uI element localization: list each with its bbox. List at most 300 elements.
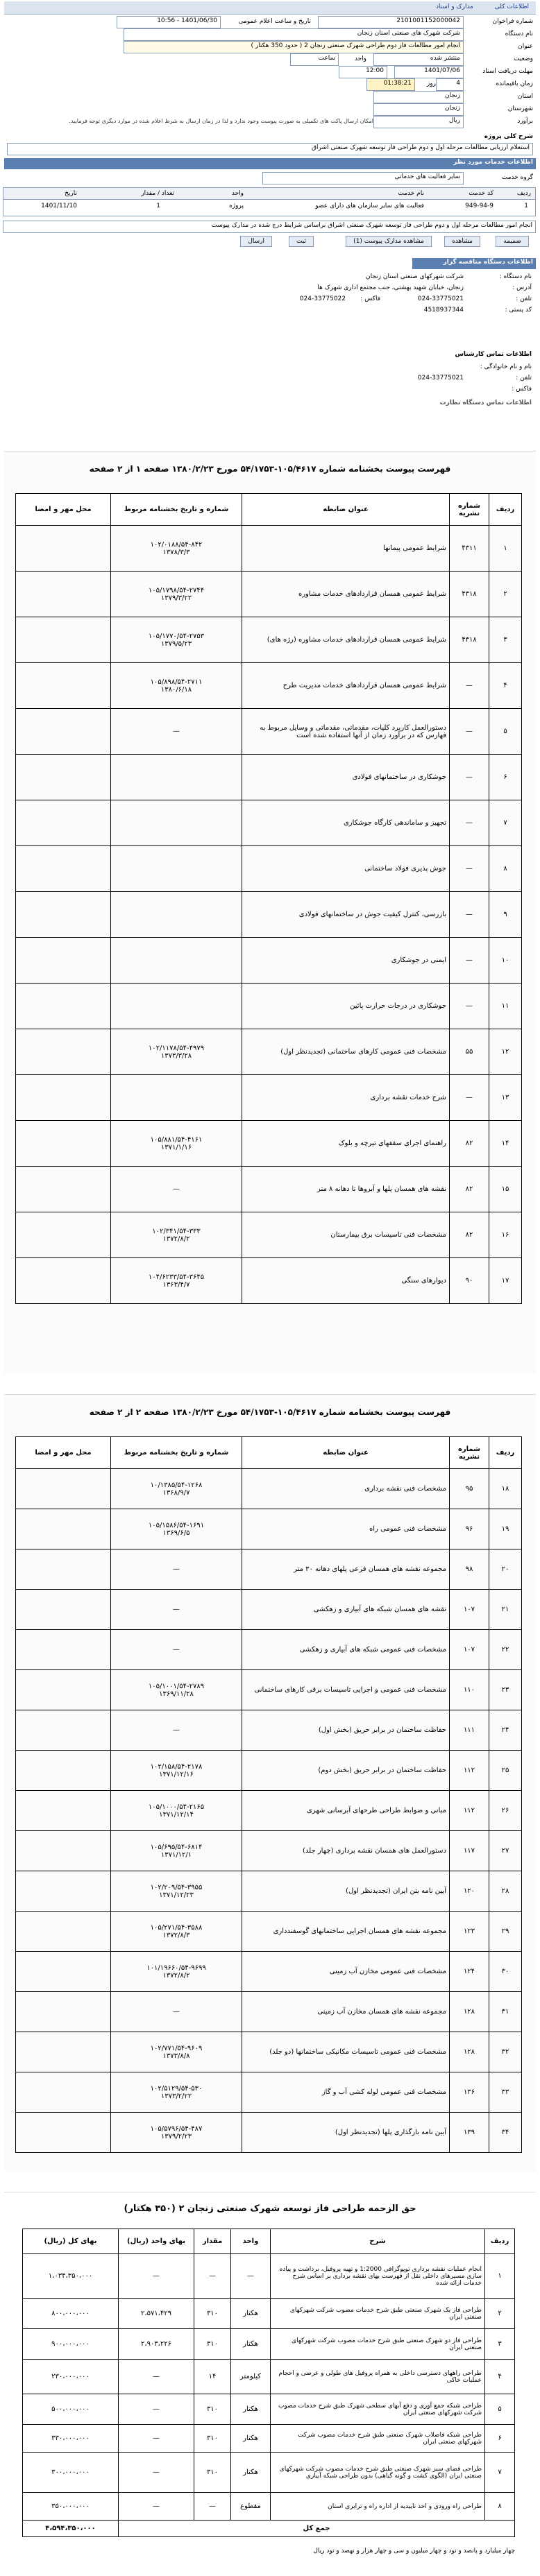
table1-cell: ۴۳۱۱ <box>450 526 489 572</box>
table1-signature-cell <box>16 1121 111 1167</box>
table2-row <box>16 1871 522 1912</box>
buyer-tel-label: تلفن : <box>516 295 532 302</box>
table2-cell: مجموعه نقشه های همسان مخازن آب زمینی <box>242 1992 450 2032</box>
group-field[interactable]: سایر فعالیت های خدماتی <box>262 172 464 184</box>
table2-cell: ۱۰۵/۱۰۰۰/۵۴-۲۱۶۵ ۱۳۷۱/۱۲/۱۴ <box>111 1791 242 1831</box>
table2-cell: ۱۰۵/۶۹۵/۵۴-۶۸۱۴ ۱۳۷۱/۱۲/۱ <box>111 1831 242 1871</box>
table3-header: بهای کل (ریال) <box>23 2229 119 2254</box>
table1-cell: ایمنی در جوشکاری <box>242 938 450 984</box>
table3-row <box>23 2394 515 2425</box>
contact-header: اطلاعات تماس کارشناس <box>455 351 532 358</box>
table2-row <box>16 2113 522 2153</box>
table2-cell: مشخصات فنی عمومی و اجرایی تاسیسات برقی کارهای ساختمانی <box>242 1670 450 1710</box>
table2-row <box>16 1912 522 1952</box>
table2-header: عنوان ضابطه <box>242 1437 450 1469</box>
attach-button[interactable]: ضمیمه <box>496 236 529 247</box>
table2-signature-cell <box>16 1831 111 1871</box>
table2-cell: ۹۵ <box>450 1469 489 1509</box>
days-label: روز <box>426 80 436 87</box>
table1-cell: دستورالعمل کاربرد کلیات، مقدماتی، مقدماتی و وسایل مربوط به فهارس که در برآورد زمان از آنها استفاده شده است <box>242 709 450 755</box>
table2-row <box>16 1952 522 1992</box>
table1-row <box>16 572 522 617</box>
table1-row <box>16 617 522 663</box>
table1-cell: جوشکاری در ساختمانهای فولادی <box>242 755 450 800</box>
table1-row <box>16 800 522 846</box>
table2-cell: ۱۰۵/۱۵۸۶/۵۴-۱۶۹۱ ۱۳۶۹/۶/۵ <box>111 1509 242 1549</box>
table1-cell: — <box>450 663 489 709</box>
table3-header: مقدار <box>194 2229 231 2254</box>
table2-cell: ۱۰۱/۱۹۶۶۰/۵۴-۹۶۹۹ ۱۳۷۲/۸/۲ <box>111 1952 242 1992</box>
table3-cell: ۳۰۰،۰۰۰،۰۰۰ <box>23 2453 119 2493</box>
table1-cell: ۹۰ <box>450 1258 489 1304</box>
table2-cell: ۱۹ <box>489 1509 522 1549</box>
table3-cell: ۲ <box>485 2299 515 2329</box>
form-panel <box>0 0 540 347</box>
table2-row <box>16 1791 522 1831</box>
table2-cell: ۲۳ <box>489 1670 522 1710</box>
table1-header: عنوان ضابطه <box>242 494 450 526</box>
table2-signature-cell <box>16 1952 111 1992</box>
table2-signature-cell <box>16 1509 111 1549</box>
table1-row <box>16 663 522 709</box>
table2-cell: مشخصات فنی عمومی لوله کشی آب و گاز <box>242 2072 450 2113</box>
grid-header: کد خدمت <box>469 190 493 197</box>
table2-cell: ۱۳۶ <box>450 2072 489 2113</box>
table1-cell: ۸۲ <box>450 1212 489 1258</box>
table2-row <box>16 1549 522 1590</box>
contact-tel: 024-33775021 <box>417 375 464 381</box>
table3-header: ردیف <box>485 2229 515 2254</box>
table1-signature-cell <box>16 892 111 938</box>
remain-days: 4 <box>436 78 464 91</box>
table1-cell: ۱۰۵/۱۷۷۰/۵۴-۲۷۵۳ ۱۳۷۹/۵/۲۳ <box>111 617 242 663</box>
table2-signature-cell <box>16 1791 111 1831</box>
buyer-header: اطلاعات تماس دستگاه نظارت <box>439 400 532 406</box>
table1-cell: ۱ <box>489 526 522 572</box>
table1-cell: — <box>450 846 489 892</box>
table1-signature-cell <box>16 1029 111 1075</box>
table2-row <box>16 1710 522 1751</box>
table2-cell: ۱۰۲/۵۱۲۹/۵۴-۵۳۰ ۱۳۷۳/۲/۲۲ <box>111 2072 242 2113</box>
entity-field[interactable]: شرکت شهرک های صنعتی استان زنجان <box>124 28 464 41</box>
table1-signature-cell <box>16 800 111 846</box>
table3-cell: ۵ <box>485 2394 515 2425</box>
grid-cell: فعالیت های سایر سازمان های دارای عضو <box>315 203 424 209</box>
table1-cell: ۱۰۲/۳۴۱/۵۴-۳۳۳ ۱۳۷۲/۸/۲ <box>111 1212 242 1258</box>
table2-cell: مجموعه نقشه های همسان فرعی پلهای دهانه ۳۰ متر <box>242 1549 450 1590</box>
table2-row <box>16 1509 522 1549</box>
table2-cell: آیین نامه بارگذاری پلها (تجدیدنظر اول) <box>242 2113 450 2153</box>
table1-cell: ۱۰۲/۱۱۷۸/۵۴-۴۹۷۹ ۱۳۷۳/۳/۲۸ <box>111 1029 242 1075</box>
contact-fax-label: فاکس : <box>512 386 532 393</box>
table1-cell: ۷ <box>489 800 522 846</box>
deadline-label: مهلت دریافت اسناد <box>482 68 533 75</box>
table1-signature-cell <box>16 984 111 1029</box>
province-field: زنجان <box>373 91 464 103</box>
buyer-addr-label: آدرس : <box>512 284 532 291</box>
table2-cell: — <box>111 1992 242 2032</box>
table2-header: شماره نشریه <box>450 1437 489 1469</box>
unit-label: واحد <box>354 55 366 62</box>
table3-cell: ۳۱۰ <box>194 2329 231 2360</box>
remain-time: 01:38:21 <box>366 78 415 91</box>
table2-row <box>16 1590 522 1630</box>
table3-header: بهای واحد (ریال) <box>119 2229 194 2254</box>
table3-cell: هکتار <box>231 2329 271 2360</box>
table2-signature-cell <box>16 1630 111 1670</box>
table2-cell: ۱۲۰ <box>450 1871 489 1912</box>
table1-cell: شرح خدمات نقشه برداری <box>242 1075 450 1121</box>
table3 <box>22 2229 515 2537</box>
table1-signature-cell <box>16 1167 111 1212</box>
table3-row <box>23 2360 515 2394</box>
table1-cell: ۱۰۵/۸۸۱/۵۴-۴۱۶۱ ۱۳۷۱/۱/۱۶ <box>111 1121 242 1167</box>
table2-row <box>16 2032 522 2072</box>
table1-cell: ۱۲ <box>489 1029 522 1075</box>
table3-cell: ۸ <box>485 2493 515 2521</box>
estimate-field: ریال <box>373 116 464 128</box>
table2-row <box>16 1992 522 2032</box>
table2-cell: ۱۱۷ <box>450 1831 489 1871</box>
status-label: وضعیت <box>514 55 533 62</box>
table3-cell: طراحی راههای دسترسی داخلی به همراه پروفیل های طولی و عرضی و احجام عملیات خاکی <box>271 2360 485 2394</box>
group-label: گروه خدمت <box>501 174 533 181</box>
grid-header: تاریخ <box>65 190 77 197</box>
table2-row <box>16 1630 522 1670</box>
table2-cell: ۳۱ <box>489 1992 522 2032</box>
table1-cell: ۴ <box>489 663 522 709</box>
date-field[interactable]: 1401/06/30 - 10:56 <box>117 16 221 28</box>
table3-title: حق الزحمه طراحی فاز توسعه شهرک صنعتی زنجان ۲ (۳۵۰ هکتار) <box>124 2204 416 2214</box>
grid-cell: 949-94-9 <box>465 203 493 209</box>
table3-row <box>23 2493 515 2521</box>
desc-label: شرح کلی پروژه <box>484 133 533 140</box>
table1-cell: راهنمای اجرای سقفهای تیرچه و بلوک <box>242 1121 450 1167</box>
table3-row <box>23 2254 515 2299</box>
table3-cell: طراحی راه ورودی و اخذ تاییدیه از اداره راه و ترابری استان <box>271 2493 485 2521</box>
send-button[interactable]: ارسال <box>240 236 272 247</box>
status-field: منتشر شده <box>373 53 464 66</box>
table1-signature-cell <box>16 617 111 663</box>
table1-cell <box>111 938 242 984</box>
table3-cell: ۹۰۰،۰۰۰،۰۰۰ <box>23 2329 119 2360</box>
table2 <box>15 1436 522 2153</box>
date-label: تاریخ و ساعت اعلام عمومی <box>238 18 311 25</box>
table3-row <box>23 2425 515 2453</box>
note-line: انجام امور مطالعات مرحله اول و دوم طراحی فاز توسعه شهرک صنعتی اشراق براساس شرایط درج شده در مدارک پیوست <box>3 221 536 233</box>
table1-cell: ۱۴ <box>489 1121 522 1167</box>
table2-cell: ۲۵ <box>489 1751 522 1791</box>
table1-row <box>16 709 522 755</box>
table2-cell: ۱۲۸ <box>450 1992 489 2032</box>
table1-signature-cell <box>16 755 111 800</box>
view-docs-button[interactable]: مشاهده مدارک پیوست (1) <box>346 236 432 247</box>
table1-cell <box>111 800 242 846</box>
table1-cell: — <box>450 938 489 984</box>
table1-row <box>16 892 522 938</box>
remain-label: زمان باقیمانده <box>496 80 533 87</box>
table2-cell: ۱۲۸ <box>450 2032 489 2072</box>
table2-cell: ۲۱ <box>489 1590 522 1630</box>
deadline-date-field[interactable]: 1401/07/06 <box>394 66 464 78</box>
table2-cell: ۱۰۲/۲۰۹/۵۴-۳۹۵۵ ۱۳۷۱/۱۲/۲۳ <box>111 1871 242 1912</box>
table1-header: ردیف <box>489 494 522 526</box>
table1-cell: — <box>450 892 489 938</box>
table2-cell: — <box>111 1630 242 1670</box>
table3-cell: ۳ <box>485 2329 515 2360</box>
table3-cell: — <box>194 2254 231 2299</box>
table3-cell: هکتار <box>231 2394 271 2425</box>
table2-cell: ۱۰۲/۱۵۸/۵۴-۲۱۷۸ ۱۳۷۱/۱۲/۱۶ <box>111 1751 242 1791</box>
table2-cell: دستورالعمل های همسان نقشه برداری (چهار جلد) <box>242 1831 450 1871</box>
table2-signature-cell <box>16 1469 111 1509</box>
table3-cell: ۱۴ <box>194 2360 231 2394</box>
service-grid <box>3 187 536 216</box>
table1-cell: ۲ <box>489 572 522 617</box>
table1-row <box>16 1121 522 1167</box>
table1-row <box>16 1167 522 1212</box>
table3-cell: مقطوع <box>231 2493 271 2521</box>
table1-cell: ۳ <box>489 617 522 663</box>
grid-cell: 1 <box>524 203 528 209</box>
table2-title: فهرست پیوست بخشنامه شماره ۱۰۵/۴۶۱۷-۵۴/۱۷۵۳ مورخ ۱۳۸۰/۲/۲۳ صفحه ۲ از ۲ صفحه <box>89 1407 451 1417</box>
table2-header: ردیف <box>489 1437 522 1469</box>
group-bar: اطلاعات خدمات مورد نظر <box>4 158 536 169</box>
table3-cell: — <box>119 2425 194 2453</box>
deadline-time-field[interactable]: 12:00 <box>339 66 387 78</box>
table2-cell: ۳۳ <box>489 2072 522 2113</box>
table3-cell: ۷ <box>485 2453 515 2493</box>
table1-cell <box>111 755 242 800</box>
table1-header: محل مهر و امضا <box>16 494 111 526</box>
table3-cell: — <box>119 2360 194 2394</box>
table1-cell <box>111 892 242 938</box>
buyer-post-label: کد پستی : <box>505 307 532 314</box>
table1-title: فهرست پیوست بخشنامه شماره ۱۰۵/۴۶۱۷-۵۴/۱۷۵۳ مورخ ۱۳۸۰/۲/۲۳ صفحه ۱ از ۲ صفحه <box>89 464 451 474</box>
grid-row[interactable] <box>3 200 535 212</box>
table3-cell: ۳۱۰ <box>194 2453 231 2493</box>
table1-row <box>16 1258 522 1304</box>
table2-signature-cell <box>16 2072 111 2113</box>
table1-cell: شرایط عمومی همسان قراردادهای خدمات مدیریت طرح <box>242 663 450 709</box>
table1-signature-cell <box>16 938 111 984</box>
table1-cell: — <box>111 709 242 755</box>
desc-field[interactable]: استعلام ارزیابی مطالعات مرحله اول و دوم طراحی فاز توسعه شهرک صنعتی اشراق <box>7 143 533 155</box>
table1-cell: ۱۰۴/۶۲۳۳/۵۴-۳۶۴۵ ۱۳۶۳/۴/۷ <box>111 1258 242 1304</box>
table1-cell: تجهیز و ساماندهی کارگاه جوشکاری <box>242 800 450 846</box>
table2-row <box>16 2072 522 2113</box>
table3-cell: ۳۱۰ <box>194 2299 231 2329</box>
table3-cell: — <box>119 2453 194 2493</box>
table3-cell: ۵۰۰،۰۰۰،۰۰۰ <box>23 2394 119 2425</box>
table1-header: شماره نشریه <box>450 494 489 526</box>
table1-cell: بازرسی، کنترل کیفیت جوش در ساختمانهای فولادی <box>242 892 450 938</box>
table2-cell: ۱۰۵/۱۰۰۱/۵۴-۲۷۸۹ ۱۳۶۹/۱۱/۲۸ <box>111 1670 242 1710</box>
table2-cell: ۹۸ <box>450 1549 489 1590</box>
table3-cell: — <box>119 2394 194 2425</box>
table2-cell: ۱۱۰ <box>450 1670 489 1710</box>
table3-cell: انجام عملیات نقشه برداری توپوگرافی 1:2000 و تهیه پروفیل، برداشت و پیاده سازی مسیرهای داخلی نقل از فهرست بهای نقشه برداری بر اساس شرح خدمات ارائه شده <box>271 2254 485 2299</box>
table1-cell: نقشه های همسان پلها و آبروها تا دهانه ۸ متر <box>242 1167 450 1212</box>
table1-cell: — <box>450 1075 489 1121</box>
buyer-fax-label: فاکس : <box>360 295 380 302</box>
table3-row <box>23 2453 515 2493</box>
table3-cell: هکتار <box>231 2425 271 2453</box>
table1-cell: شرایط عمومی همسان قراردادهای خدمات مشاوره <box>242 572 450 617</box>
table1-cell: ۸۲ <box>450 1167 489 1212</box>
table1-row <box>16 1075 522 1121</box>
table3-cell: طراحی شبکه فاضلاب شهرک صنعتی طبق شرح خدمات مصوب شرکت شهرکهای صنعتی ایران <box>271 2425 485 2453</box>
title-label: عنوان <box>518 43 533 50</box>
table1-cell: ۱۰۲/۰۱۸۸/۵۴-۸۴۲ ۱۳۷۸/۳/۳ <box>111 526 242 572</box>
table1-cell: ۱۷ <box>489 1258 522 1304</box>
table1 <box>15 493 522 1304</box>
table1-signature-cell <box>16 846 111 892</box>
table2-signature-cell <box>16 1751 111 1791</box>
table2-signature-cell <box>16 1992 111 2032</box>
buyer-name-label: نام دستگاه : <box>499 273 532 280</box>
grid-header: ردیف <box>516 190 531 197</box>
table1-signature-cell <box>16 572 111 617</box>
table2-row <box>16 1469 522 1509</box>
table1-row <box>16 984 522 1029</box>
contact-section <box>0 347 540 430</box>
submit-button[interactable]: ثبت <box>289 236 314 247</box>
table3-cell: ۳۱۰ <box>194 2394 231 2425</box>
table1-cell: ۱۰۵/۱۷۹۸/۵۴-۲۷۴۴ ۱۳۷۹/۳/۲۲ <box>111 572 242 617</box>
table1-cell: مشخصات فنی عمومی کارهای ساختمانی (تجدیدنظر اول) <box>242 1029 450 1075</box>
table3-cell: طراحی فضای سبز شهرک صنعتی طبق شرح خدمات مصوب شرکت شهرکهای صنعتی ایران (الگوی کشت و گونه گیاهی) بدون طراحی شبکه آبیاری <box>271 2453 485 2493</box>
table1-cell: مشخصات فنی تاسیسات برق بیمارستان <box>242 1212 450 1258</box>
table3-cell: هکتار <box>231 2299 271 2329</box>
table1-signature-cell <box>16 1258 111 1304</box>
table3-row <box>23 2329 515 2360</box>
table3-cell: — <box>194 2493 231 2521</box>
table3-cell: کیلومتر <box>231 2360 271 2394</box>
table1-cell <box>111 846 242 892</box>
grid-cell: 1 <box>156 203 160 209</box>
table2-cell: مشخصات فنی عمومی مخازن آب زمینی <box>242 1952 450 1992</box>
entity-label: نام دستگاه <box>505 31 533 37</box>
table1-row <box>16 938 522 984</box>
table1-cell: — <box>450 800 489 846</box>
title-field[interactable]: انجام امور مطالعات فاز دوم طراحی شهرک صنعتی زنجان 2 ( حدود 350 هکتار ) <box>124 41 464 53</box>
table3-cell: — <box>231 2254 271 2299</box>
table2-cell: — <box>111 1710 242 1751</box>
buyer-post: 4518937344 <box>423 307 464 314</box>
tender-no-field[interactable]: 2101001152000042 <box>318 16 464 28</box>
table2-row <box>16 1831 522 1871</box>
grid-header: نام خدمت <box>398 190 424 197</box>
table1-row <box>16 846 522 892</box>
table1-cell: ۱۱ <box>489 984 522 1029</box>
table2-cell: ۱۳۹ <box>450 2113 489 2153</box>
total-in-words: چهار میلیارد و پانصد و نود و چهار میلیون و سی و چهار هزار و نهصد و نود ریال <box>313 2548 515 2554</box>
city-field: زنجان <box>373 103 464 116</box>
table1-cell: ۱۳ <box>489 1075 522 1121</box>
table2-row <box>16 1670 522 1710</box>
table2-cell: ۱۱۱ <box>450 1710 489 1751</box>
top-tabs <box>4 1 536 15</box>
table3-cell: ۳۳۰،۰۰۰،۰۰۰ <box>23 2425 119 2453</box>
table2-cell: ۲۶ <box>489 1791 522 1831</box>
table2-cell: ۱۰۲/۷۷۱/۵۴-۹۶۰۹ ۱۳۷۳/۸/۸ <box>111 2032 242 2072</box>
table2-cell: ۱۰۵/۲۷۱/۵۴-۳۵۸۸ ۱۳۷۲/۸/۳ <box>111 1912 242 1952</box>
table1-cell <box>111 984 242 1029</box>
table3-header: شرح <box>271 2229 485 2254</box>
table3-cell: طراحی فاز یک شهرک صنعتی طبق شرح خدمات مصوب شرکت شهرکهای صنعتی ایران <box>271 2299 485 2329</box>
tab-docs[interactable]: مدارک و اسناد <box>435 3 473 10</box>
table1-cell: ۹ <box>489 892 522 938</box>
table2-cell: ۱۲۳ <box>450 1912 489 1952</box>
table2-cell: نقشه های همسان شبکه های آبیاری و زهکشی <box>242 1590 450 1630</box>
table1-cell: ۵ <box>489 709 522 755</box>
table2-signature-cell <box>16 2113 111 2153</box>
grid-cell: 1401/11/10 <box>41 203 77 209</box>
buyer-addr: زنجان، خیابان شهید بهشتی، جنب مجتمع اداری شهرک ها <box>317 284 464 291</box>
buyer-bar: اطلاعات دستگاه مناقصه گزار <box>412 258 536 269</box>
table2-cell: ۲۸ <box>489 1871 522 1912</box>
table2-cell: ۲۷ <box>489 1831 522 1871</box>
tab-general[interactable]: اطلاعات کلی <box>494 3 529 10</box>
table2-cell: ۲۰ <box>489 1549 522 1590</box>
table2-cell: حفاظت ساختمان در برابر حریق (بخش اول) <box>242 1710 450 1751</box>
table1-signature-cell <box>16 709 111 755</box>
table3-cell: ۸۰۰،۰۰۰،۰۰۰ <box>23 2299 119 2329</box>
table2-cell: ۲۲ <box>489 1630 522 1670</box>
view-button[interactable]: مشاهده <box>444 236 480 247</box>
table2-cell: ۱۱۲ <box>450 1791 489 1831</box>
table1-cell: ۸۲ <box>450 1121 489 1167</box>
table1-cell: ۸ <box>489 846 522 892</box>
table1-row <box>16 1029 522 1075</box>
table3-cell: — <box>119 2493 194 2521</box>
table2-cell: ۳۰ <box>489 1952 522 1992</box>
table3-cell: ۲،۹۰۳،۲۲۶ <box>119 2329 194 2360</box>
table3-cell: — <box>119 2254 194 2299</box>
table3-cell: ۳۱۰ <box>194 2425 231 2453</box>
table2-header: محل مهر و امضا <box>16 1437 111 1469</box>
table1-cell: — <box>111 1167 242 1212</box>
table3-cell: ۳۵۰،۰۰۰،۰۰۰ <box>23 2493 119 2521</box>
table2-cell: — <box>111 1590 242 1630</box>
table1-cell: دیوارهای سنگی <box>242 1258 450 1304</box>
table2-cell: ۲۹ <box>489 1912 522 1952</box>
table3-cell: ۲،۵۷۱،۴۲۹ <box>119 2299 194 2329</box>
table2-signature-cell <box>16 2032 111 2072</box>
table3-cell: طراحی شبکه جمع آوری و دفع آبهای سطحی شهرک طبق شرح خدمات مصوب شرکت شهرکهای صنعتی ایران <box>271 2394 485 2425</box>
table2-cell: مشخصات فنی نقشه برداری <box>242 1469 450 1509</box>
table2-signature-cell <box>16 1670 111 1710</box>
table2-cell: — <box>111 1549 242 1590</box>
table2-cell: ۱۲۴ <box>450 1952 489 1992</box>
table2-cell: ۱۰۷ <box>450 1590 489 1630</box>
table2-cell: ۱۰۷ <box>450 1630 489 1670</box>
total-label: جمع کل <box>119 2521 515 2537</box>
table2-signature-cell <box>16 1710 111 1751</box>
estimate-label: برآورد <box>517 118 533 125</box>
table2-cell: ۳۲ <box>489 2032 522 2072</box>
table1-cell: جوشکاری در درجات حرارت پائین <box>242 984 450 1029</box>
button-row <box>4 236 536 248</box>
table1-cell: ۴۳۱۸ <box>450 617 489 663</box>
fee-page <box>4 2192 536 2567</box>
table2-signature-cell <box>16 1590 111 1630</box>
scan-page-2 <box>4 1394 536 2172</box>
table3-cell: ۴ <box>485 2360 515 2394</box>
table1-signature-cell <box>16 663 111 709</box>
table2-signature-cell <box>16 1912 111 1952</box>
